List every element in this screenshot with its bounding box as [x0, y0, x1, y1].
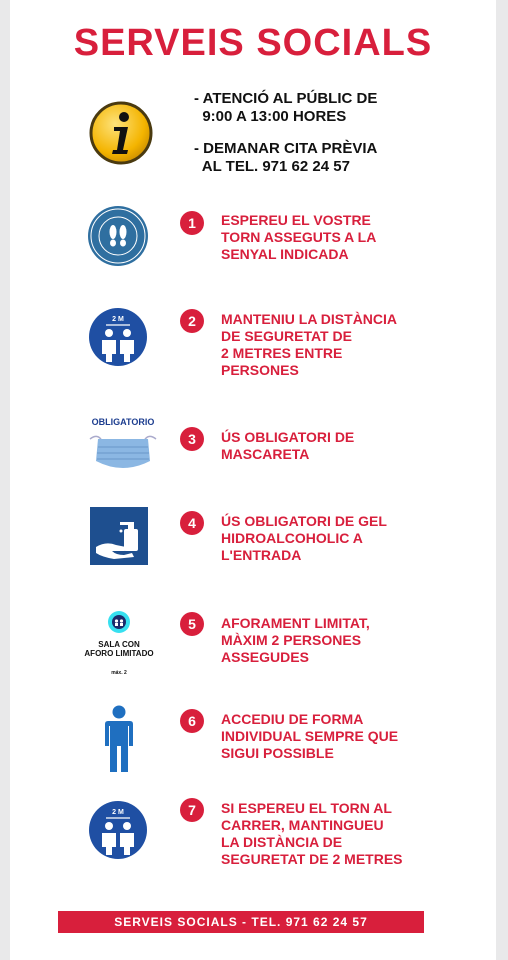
office-hours-info	[194, 90, 474, 176]
capacity-sign-fragment: máx. 2	[111, 670, 127, 675]
info-line: 9:00 A 13:00 HORES	[194, 108, 347, 125]
limited-capacity-icon	[107, 610, 131, 634]
distance-label: 2 M	[112, 316, 124, 323]
info-line: - DEMANAR CITA PRÈVIA	[194, 140, 378, 157]
step-text: SI ESPEREU EL TORN AL CARRER, MANTINGUEU LA DISTÀNCIA DE SEGURETAT DE 2 METRES	[221, 800, 403, 867]
capacity-sign-text: SALA CON AFORO LIMITADO	[84, 640, 154, 658]
info-line: AL TEL. 971 62 24 57	[194, 158, 350, 175]
step-text: ÚS OBLIGATORI DE MASCARETA	[221, 429, 355, 462]
step-number: 3	[180, 427, 204, 451]
step-1	[10, 200, 496, 270]
step-4	[10, 505, 496, 571]
hand-sanitizer-icon	[90, 507, 148, 565]
step-7	[10, 800, 496, 872]
step-text: ACCEDIU DE FORMA INDIVIDUAL SEMPRE QUE SIGUI POSSIBLE	[221, 711, 399, 761]
step-number: 4	[180, 511, 204, 535]
step-number: 7	[180, 798, 204, 822]
step-2	[10, 305, 496, 378]
face-mask-picture	[78, 417, 168, 475]
social-distance-icon	[88, 307, 148, 367]
limited-capacity-sign	[84, 610, 154, 682]
step-3	[10, 415, 496, 475]
step-text: MANTENIU LA DISTÀNCIA DE SEGURETAT DE 2 METRES ENTRE PERSONES	[221, 311, 398, 378]
face-mask-icon	[88, 431, 158, 473]
footer-banner: SERVEIS SOCIALS - TEL. 971 62 24 57	[58, 911, 424, 933]
step-text: ÚS OBLIGATORI DE GEL HIDROALCOHOLIC A L'ENTRADA	[221, 513, 387, 563]
step-text: AFORAMENT LIMITAT, MÀXIM 2 PERSONES ASSEGUDES	[221, 615, 370, 665]
distance-label: 2 M	[112, 809, 124, 816]
floor-marker-icon	[86, 204, 150, 268]
info-icon	[88, 100, 154, 166]
step-text: ESPEREU EL VOSTRE TORN ASSEGUTS A LA SENYAL INDICADA	[221, 212, 377, 262]
step-number: 2	[180, 309, 204, 333]
step-number: 1	[180, 211, 204, 235]
social-distance-icon	[88, 800, 148, 860]
page-title: SERVEIS SOCIALS	[73, 22, 433, 64]
info-line: - ATENCIÓ AL PÚBLIC DE	[194, 90, 378, 107]
step-6	[10, 705, 496, 775]
mandatory-label: OBLIGATORIO	[91, 417, 155, 427]
step-5	[10, 608, 496, 683]
single-person-icon	[104, 705, 134, 773]
poster	[10, 0, 496, 960]
step-number: 5	[180, 612, 204, 636]
step-number: 6	[180, 709, 204, 733]
